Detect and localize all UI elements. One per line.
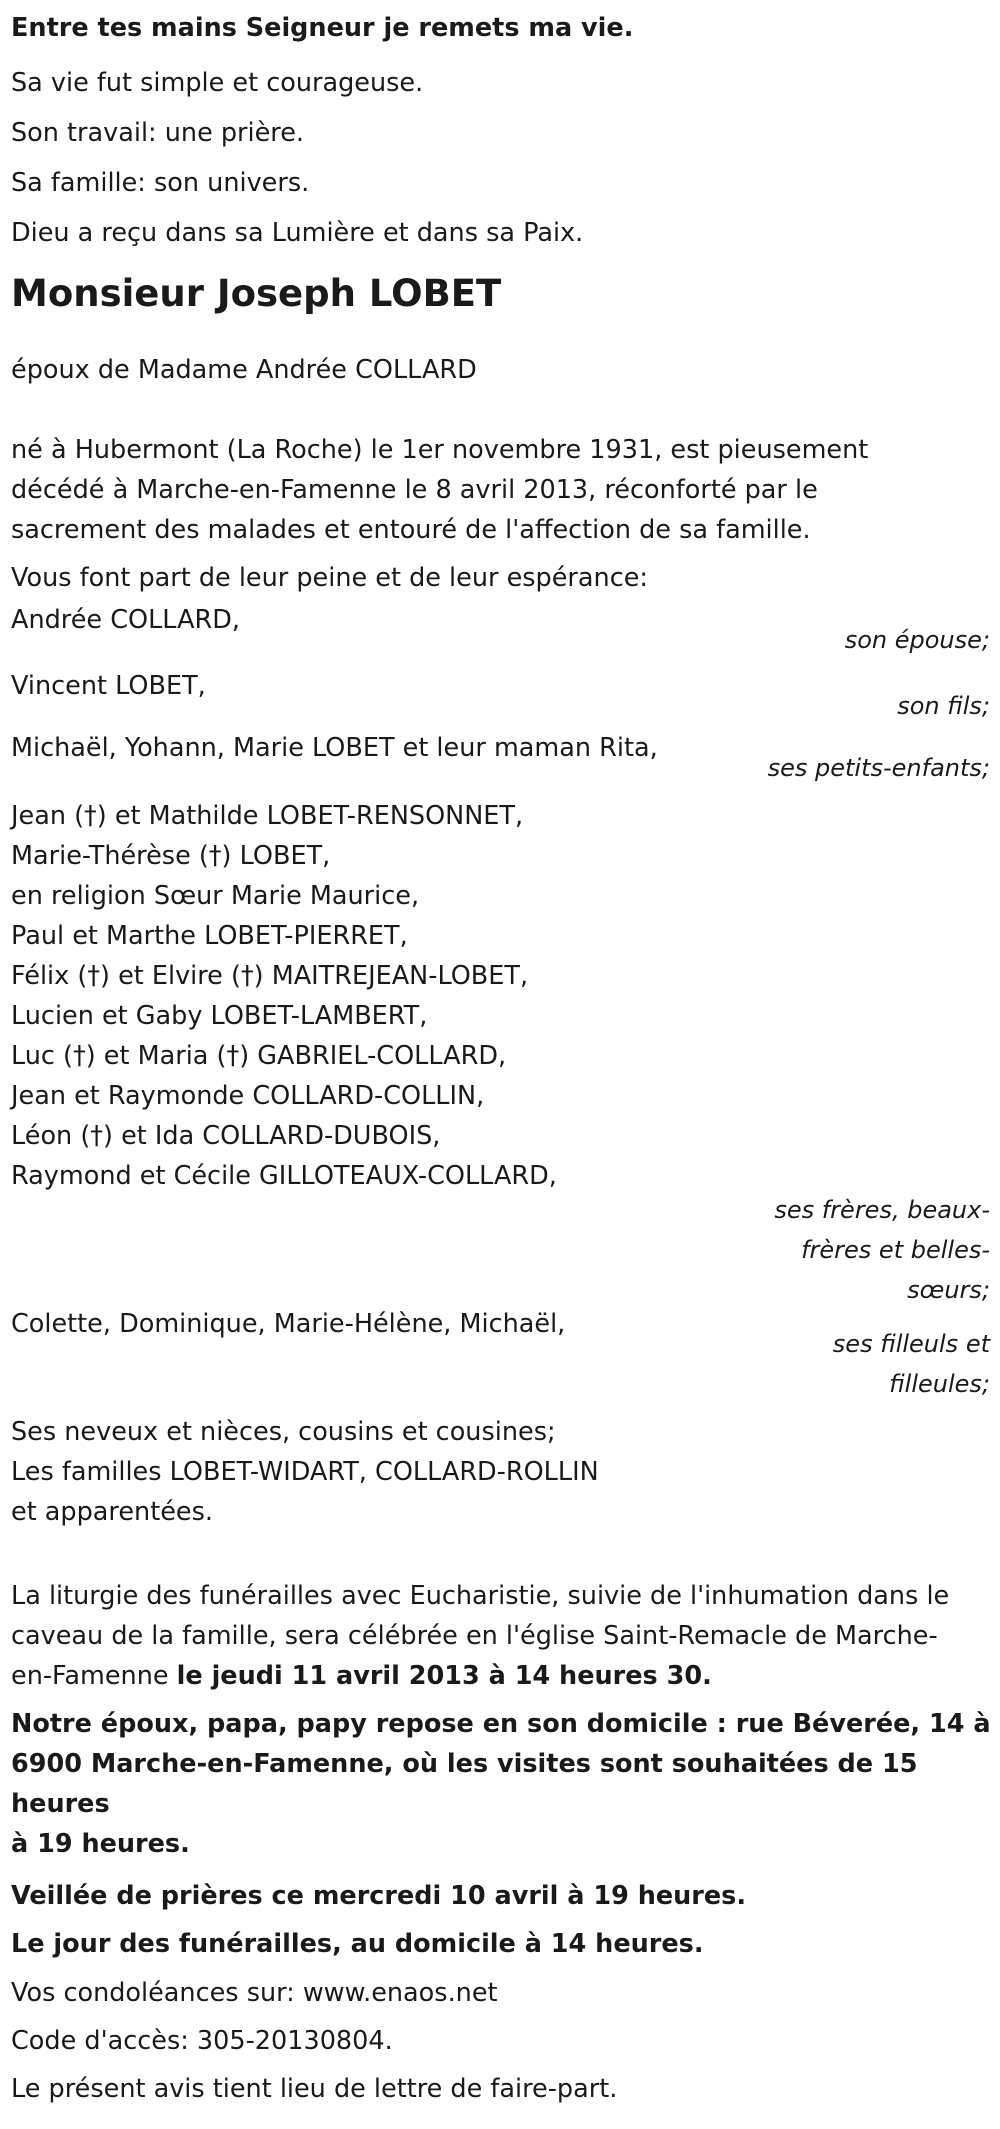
siblings-role-text — [750, 1190, 990, 1310]
bio-line: décédé à Marche-en-Famenne le 8 avril 2013, réconforté par le — [11, 475, 818, 505]
sibling-line: en religion Sœur Marie Maurice, — [11, 881, 420, 911]
verse-line: Dieu a reçu dans sa Lumière et dans sa Paix. — [11, 218, 584, 248]
others-line: et apparentées. — [11, 1497, 213, 1527]
deceased-name: Monsieur Joseph LOBET — [11, 272, 502, 315]
family-role: son épouse; — [844, 626, 990, 654]
repose-paragraph — [11, 1704, 1000, 1864]
repose-line: 6900 Marche-en-Famenne, où les visites sont souhaitées de 15 heures — [11, 1749, 918, 1819]
family-name: Colette, Dominique, Marie-Hélène, Michaël, — [11, 1309, 566, 1339]
role-line: sœurs; — [907, 1276, 990, 1304]
family-row-son — [11, 666, 1000, 728]
funeral-place: en-Famenne — [11, 1661, 169, 1691]
verse — [11, 58, 1000, 258]
others-line: Les familles LOBET-WIDART, COLLARD-ROLLIN — [11, 1457, 599, 1487]
notice-line: Le présent avis tient lieu de lettre de faire-part. — [11, 2074, 618, 2104]
veillee-line: Veillée de prières ce mercredi 10 avril à 19 heures. — [11, 1881, 747, 1911]
funeral-line: La liturgie des funérailles avec Eucharistie, suivie de l'inhumation dans le — [11, 1581, 950, 1611]
sibling-line: Léon (†) et Ida COLLARD-DUBOIS, — [11, 1121, 441, 1151]
sibling-line: Marie-Thérèse (†) LOBET, — [11, 841, 331, 871]
family-role — [750, 1324, 990, 1404]
spouse-line: époux de Madame Andrée COLLARD — [11, 355, 477, 385]
sibling-line: Raymond et Cécile GILLOTEAUX-COLLARD, — [11, 1161, 557, 1191]
announce-line: Vous font part de leur peine et de leur espérance: — [11, 563, 649, 593]
family-name: Andrée COLLARD, — [11, 605, 240, 635]
family-list — [11, 600, 1000, 1532]
sibling-line: Paul et Marthe LOBET-PIERRET, — [11, 921, 408, 951]
sibling-line: Félix (†) et Elvire (†) MAITREJEAN-LOBET, — [11, 961, 529, 991]
verse-line: Sa vie fut simple et courageuse. — [11, 68, 424, 98]
family-row-grandchildren — [11, 728, 1000, 788]
sibling-line: Jean et Raymonde COLLARD-COLLIN, — [11, 1081, 485, 1111]
bio-line: né à Hubermont (La Roche) le 1er novembre 1931, est pieusement — [11, 435, 869, 465]
verse-line: Sa famille: son univers. — [11, 168, 310, 198]
family-name: Vincent LOBET, — [11, 671, 206, 701]
family-role: ses petits-enfants; — [767, 754, 990, 782]
family-role: son fils; — [897, 692, 990, 720]
repose-line: à 19 heures. — [11, 1829, 190, 1859]
funeral-day-line: Le jour des funérailles, au domicile à 14 heures. — [11, 1929, 704, 1959]
funeral-paragraph — [11, 1576, 1000, 1696]
role-line: ses filleuls et — [832, 1330, 990, 1358]
sibling-line: Lucien et Gaby LOBET-LAMBERT, — [11, 1001, 428, 1031]
family-name: Michaël, Yohann, Marie LOBET et leur maman Rita, — [11, 733, 658, 763]
repose-line: Notre époux, papa, papy repose en son domicile : rue Béverée, 14 à — [11, 1709, 991, 1739]
family-row-spouse — [11, 600, 1000, 666]
funeral-line: caveau de la famille, sera célébrée en l'église Saint-Remacle de Marche- — [11, 1621, 938, 1651]
siblings-block — [11, 796, 1000, 1196]
bio — [11, 430, 1000, 550]
obituary-column — [11, 0, 1000, 2114]
role-line: frères et belles- — [801, 1236, 990, 1264]
role-line: ses frères, beaux- — [774, 1196, 990, 1224]
role-line: filleules; — [889, 1370, 990, 1398]
funeral-line — [11, 1656, 1000, 1696]
header-title: Entre tes mains Seigneur je remets ma vie. — [11, 13, 634, 43]
others-line: Ses neveux et nièces, cousins et cousines; — [11, 1417, 556, 1447]
others-block — [11, 1412, 1000, 1532]
sibling-line: Jean (†) et Mathilde LOBET-RENSONNET, — [11, 801, 524, 831]
access-code-line: Code d'accès: 305-20130804. — [11, 2026, 393, 2056]
family-row-godchildren — [11, 1304, 1000, 1404]
siblings-role — [11, 1190, 1000, 1310]
bio-line: sacrement des malades et entouré de l'affection de sa famille. — [11, 515, 811, 545]
sibling-line: Luc (†) et Maria (†) GABRIEL-COLLARD, — [11, 1041, 507, 1071]
condolences-line: Vos condoléances sur: www.enaos.net — [11, 1978, 498, 2008]
funeral-date: le jeudi 11 avril 2013 à 14 heures 30. — [176, 1661, 712, 1691]
verse-line: Son travail: une prière. — [11, 118, 305, 148]
